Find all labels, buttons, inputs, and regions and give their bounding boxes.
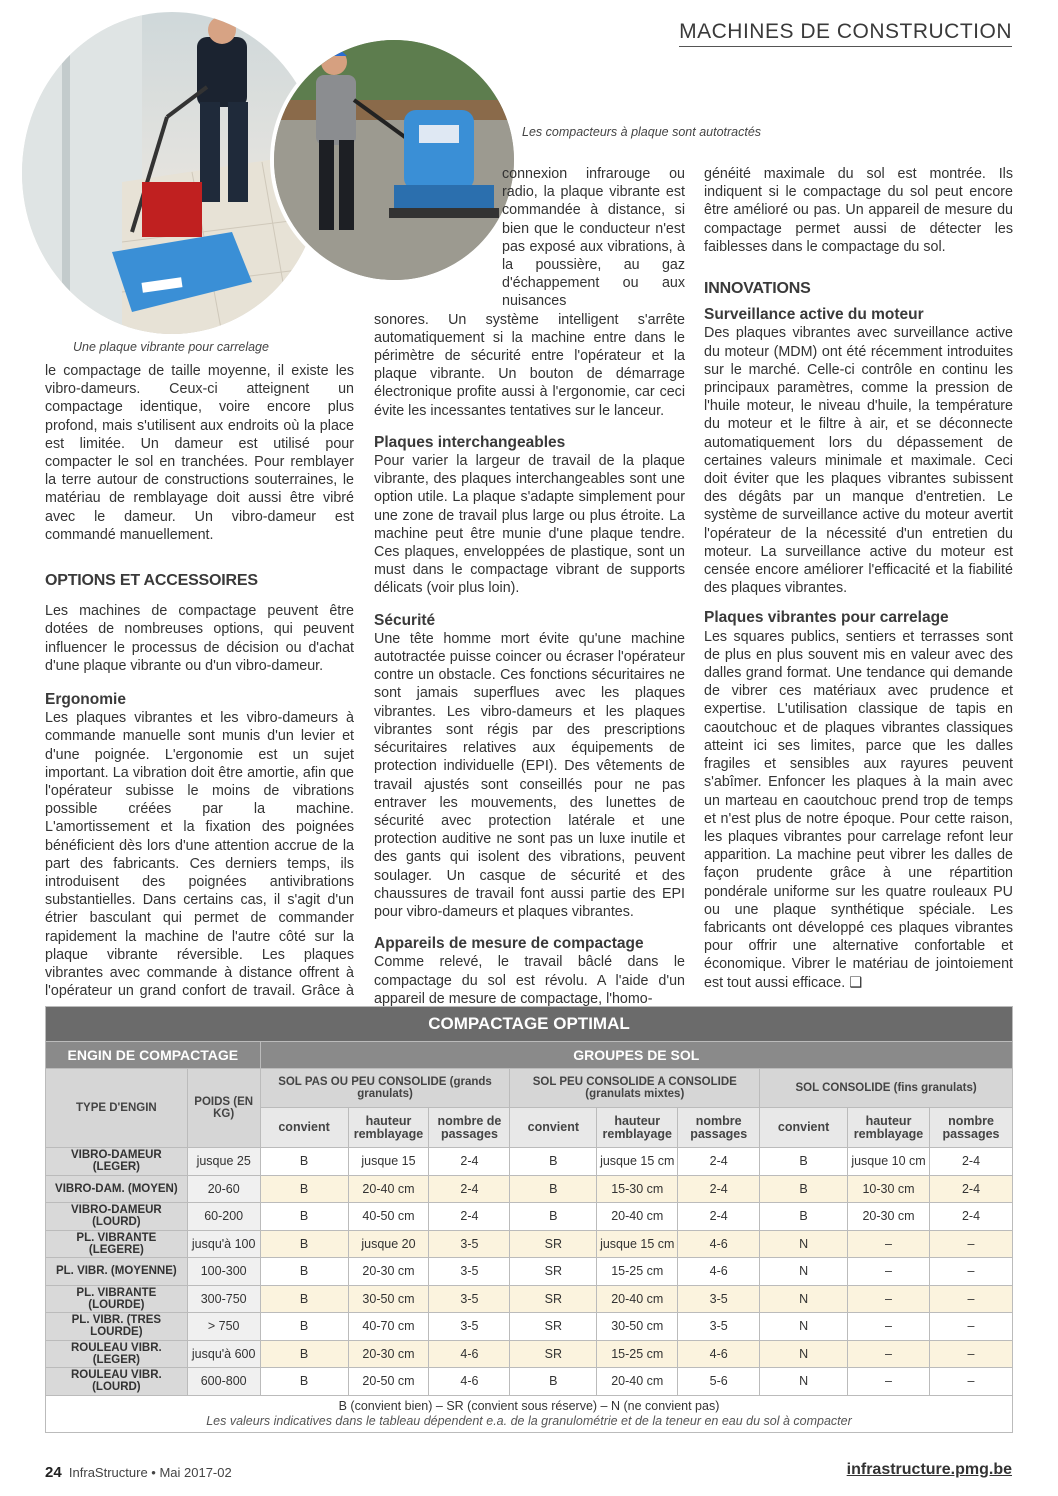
value-cell: 2-4 <box>930 1175 1013 1203</box>
value-cell: B <box>510 1148 597 1176</box>
heading-carrelage: Plaques vibrantes pour carrelage <box>704 609 949 627</box>
value-cell: SR <box>510 1313 597 1341</box>
value-cell: B <box>260 1313 348 1341</box>
value-cell: – <box>848 1230 930 1258</box>
value-cell: – <box>848 1258 930 1286</box>
value-cell: 20-40 cm <box>348 1175 429 1203</box>
value-cell: 20-40 cm <box>597 1368 678 1396</box>
weight-cell: jusqu'à 600 <box>187 1340 260 1368</box>
paragraph: Les plaques vibrantes et les vibro-dameurs à commande manuelle sont munis d'un levier et d'une poignée. L'ergonomie est un sujet important. La vibration doit être amortie, afin que l'opérateur subisse le moins de vibrations possible créées par la machine. L'amortissement et la fixation des poignées bénéficient dès lors d'une attention accrue de la part des fabricants. Ces derniers temps, ils introduisent des poignées antivibrations substantielles. Dans certains cas, il s'agit d'un étrier basculant qui permet de commander rapidement la machine de l'autre côté sur la plaque vibrante réversible. Les plaques vibrantes avec commande à distance offrent à l'opérateur un grand confort de travail. Grâce à <box>45 710 354 1000</box>
value-cell: 3-5 <box>429 1313 510 1341</box>
column-subheader: nombre passages <box>930 1108 1013 1148</box>
value-cell: 2-4 <box>930 1148 1013 1176</box>
paragraph: le compactage de taille moyenne, il existe les vibro-dameurs. Ceux-ci atteignent un compactage identique, voire encore plus profond, mais s'utilisent aux endroits où la place est limitée. Un dameur est utilisé pour compacter le sol en tranchées. Pour remblayer la terre autour de constructions souterraines, le matériau de remblayage doit aussi être vibré avec le dameur. Un vibro-dameur est commandé manuellement. <box>45 363 354 543</box>
value-cell: – <box>930 1285 1013 1313</box>
table-row <box>46 1175 1013 1203</box>
paragraph-wrapped: connexion infrarouge ou radio, la plaque vibrante est commandée à distance, si bien que le conducteur n'est pas exposé aux vibrations, à la poussière, au gaz d'échappement ou aux nuisances <box>502 166 685 310</box>
value-cell: – <box>930 1230 1013 1258</box>
engine-type-cell: PL. VIBR. (MOYENNE) <box>46 1258 188 1286</box>
value-cell: jusque 15 <box>348 1148 429 1176</box>
paragraph: Les machines de compactage peuvent être dotées de nombreuses options, qui peuvent influencer le processus de décision ou d'achat d'une plaque vibrante ou d'un vibro-dameur. <box>45 603 354 674</box>
table-row <box>46 1313 1013 1341</box>
value-cell: 2-4 <box>678 1203 760 1231</box>
end-mark-icon: ❑ <box>849 974 863 991</box>
group-header: SOL PAS OU PEU CONSOLIDE (grands granulats) <box>260 1069 510 1108</box>
column-subheader: convient <box>260 1108 348 1148</box>
value-cell: 3-5 <box>678 1313 760 1341</box>
column-2 <box>374 165 685 1008</box>
value-cell: B <box>510 1368 597 1396</box>
value-cell: B <box>260 1175 348 1203</box>
column-subheader: hauteur remblayage <box>348 1108 429 1148</box>
column-subheader: nombre de passages <box>429 1108 510 1148</box>
value-cell: 2-4 <box>678 1148 760 1176</box>
column-subheader: hauteur remblayage <box>848 1108 930 1148</box>
engine-type-cell: ROULEAU VIBR. (LEGER) <box>46 1340 188 1368</box>
engine-type-cell: ROULEAU VIBR. (LOURD) <box>46 1368 188 1396</box>
value-cell: 2-4 <box>429 1148 510 1176</box>
table-row <box>46 1285 1013 1313</box>
weight-cell: 100-300 <box>187 1258 260 1286</box>
paragraph: Des plaques vibrantes avec surveillance active du moteur (MDM) ont été récemment introduites sur le marché. Celle-ci contrôle en continu les principaux paramètres, comme la pression de l'huile moteur, le niveau d'huile, la température du moteur et le filtre à air, et se déconnecte automatiquement lors du dépassement de certaines valeurs minimale et maximale. Ceci doit éviter que les plaques vibrantes subissent des dégâts par un manque d'entretien. Le système de surveillance active du moteur avertit l'opérateur de la nécessité d'un entretien du moteur. La surveillance active du moteur est censée encore améliorer l'efficacité et la fiabilité des plaques vibrantes. <box>704 325 1013 597</box>
value-cell: B <box>260 1285 348 1313</box>
weight-cell: jusqu'à 100 <box>187 1230 260 1258</box>
weight-cell: jusque 25 <box>187 1148 260 1176</box>
value-cell: jusque 15 cm <box>597 1230 678 1258</box>
value-cell: 20-40 cm <box>597 1285 678 1313</box>
value-cell: B <box>760 1175 848 1203</box>
engin-header: ENGIN DE COMPACTAGE <box>46 1042 261 1069</box>
column-1 <box>45 362 354 1019</box>
table-row <box>46 1230 1013 1258</box>
value-cell: 3-5 <box>429 1230 510 1258</box>
engine-type-cell: PL. VIBRANTE (LEGERE) <box>46 1230 188 1258</box>
value-cell: 3-5 <box>429 1258 510 1286</box>
value-cell: 4-6 <box>678 1340 760 1368</box>
weight-cell: > 750 <box>187 1313 260 1341</box>
column-subheader: nombre passages <box>678 1108 760 1148</box>
paragraph: généité maximale du sol est montrée. Ils indiquent si le compactage du sol peut encore être amélioré ou pas. Un appareil de mesure du compactage permet aussi de détecter les faiblesses dans le compactage du sol. <box>704 166 1013 255</box>
engine-type-cell: PL. VIBR. (TRES LOURDE) <box>46 1313 188 1341</box>
table-legend: B (convient bien) – SR (convient sous réserve) – N (ne convient pas) <box>338 1398 720 1413</box>
value-cell: 40-50 cm <box>348 1203 429 1231</box>
weight-cell: 300-750 <box>187 1285 260 1313</box>
heading-options: OPTIONS ET ACCESSOIRES <box>45 572 258 590</box>
column-3 <box>704 165 1013 992</box>
paragraph: Une tête homme mort évite qu'une machine autotractée puisse coincer ou écraser l'opérateur contre un obstacle. Ces fonctions sécuritaires ne sont jamais superflues avec les plaques vibrantes. Les vibro-dameurs et les plaques vibrantes sont régis par des prescriptions sécuritaires relatives aux équipements de protection individuelle (EPI). Des vêtements de travail ajustés sont conseillés pour ne pas entraver les mouvements, des lunettes de sécurité avec protection latérale et une protection auditive ne sont pas un luxe inutile et des gants qui isolent des vibrations, peuvent soulager. Un casque de sécurité et des chaussures de travail font aussi partie des EPI pour vibro-dameurs et plaques vibrantes. <box>374 630 685 920</box>
value-cell: – <box>930 1340 1013 1368</box>
value-cell: N <box>760 1285 848 1313</box>
heading-surveillance: Surveillance active du moteur <box>704 306 924 324</box>
value-cell: 20-50 cm <box>348 1368 429 1396</box>
table-row <box>46 1148 1013 1176</box>
paragraph: Pour varier la largeur de travail de la plaque vibrante, des plaques interchangeables sont une option utile. La plaque s'adapte simplement pour une zone de travail plus large ou plus étroite. La machine peut être munie d'une plaque tendre. Ces plaques, enveloppées de plastique, sont un must dans le compactage vibrant de supports délicats (voir plus loin). <box>374 453 685 597</box>
compaction-table-grid <box>45 1006 1013 1433</box>
value-cell: B <box>260 1148 348 1176</box>
page-number: 24 <box>45 1464 62 1481</box>
value-cell: 30-50 cm <box>348 1285 429 1313</box>
publication-name: InfraStructure • Mai 2017-02 <box>68 1465 232 1480</box>
value-cell: – <box>848 1340 930 1368</box>
value-cell: 2-4 <box>678 1175 760 1203</box>
value-cell: B <box>510 1203 597 1231</box>
value-cell: 15-25 cm <box>597 1258 678 1286</box>
value-cell: – <box>930 1258 1013 1286</box>
paragraph: sonores. Un système intelligent s'arrête automatiquement si la machine entre dans le périmètre de sécurité entre l'opérateur et la plaque vibrante. Un bouton de démarrage électronique profite aussi à l'ergonomie, car ceci évite les incessantes tentatives sur le lanceur. <box>374 311 685 419</box>
value-cell: B <box>260 1258 348 1286</box>
groupes-header: GROUPES DE SOL <box>260 1042 1012 1069</box>
value-cell: 20-30 cm <box>848 1203 930 1231</box>
value-cell: 4-6 <box>678 1258 760 1286</box>
value-cell: B <box>260 1368 348 1396</box>
website-link[interactable]: infrastructure.pmg.be <box>846 1461 1012 1478</box>
caption-left: Une plaque vibrante pour carrelage <box>73 340 269 354</box>
value-cell: 30-50 cm <box>597 1313 678 1341</box>
value-cell: 10-30 cm <box>848 1175 930 1203</box>
weight-cell: 60-200 <box>187 1203 260 1231</box>
table-footer <box>46 1395 1013 1432</box>
value-cell: SR <box>510 1285 597 1313</box>
value-cell: jusque 15 cm <box>597 1148 678 1176</box>
value-cell: – <box>848 1285 930 1313</box>
value-cell: SR <box>510 1230 597 1258</box>
value-cell: B <box>760 1203 848 1231</box>
engine-type-cell: PL. VIBRANTE (LOURDE) <box>46 1285 188 1313</box>
value-cell: – <box>930 1313 1013 1341</box>
weight-cell: 20-60 <box>187 1175 260 1203</box>
paragraph: Comme relevé, le travail bâclé dans le compactage du sol est révolu. A l'aide d'un appareil de mesure de compactage, l'homo- <box>374 954 685 1007</box>
value-cell: 4-6 <box>429 1340 510 1368</box>
value-cell: 20-30 cm <box>348 1340 429 1368</box>
poids-header: POIDS (EN KG) <box>187 1069 260 1148</box>
value-cell: 15-25 cm <box>597 1340 678 1368</box>
weight-cell: 600-800 <box>187 1368 260 1396</box>
value-cell: jusque 10 cm <box>848 1148 930 1176</box>
compaction-table <box>45 1006 1013 1433</box>
column-subheader: convient <box>760 1108 848 1148</box>
value-cell: SR <box>510 1340 597 1368</box>
value-cell: N <box>760 1340 848 1368</box>
value-cell: 2-4 <box>429 1175 510 1203</box>
value-cell: N <box>760 1230 848 1258</box>
paragraph <box>704 628 1013 992</box>
heading-ergonomie: Ergonomie <box>45 691 126 709</box>
table-row <box>46 1258 1013 1286</box>
heading-plaques: Plaques interchangeables <box>374 433 566 451</box>
value-cell: N <box>760 1313 848 1341</box>
value-cell: B <box>260 1203 348 1231</box>
paragraph-text: Les squares publics, sentiers et terrasses sont de plus en plus souvent mis en valeur avec des dalles grand format. Une tendance qui demande de vibrer ces matériaux avec prudence et expertise. L'utilisation classique de tapis en caoutchouc et de plaques vibrantes classiques atteint ici ses limites, parce que les dalles fragiles et sensibles aux rayures peuvent s'abîmer. Enfoncer les plaques à la main avec un marteau en caoutchouc prend trop de temps et n'est plus de notre époque. Pour cette raison, les plaques vibrantes pour carrelage refont leur apparition. La machine peut vibrer les dalles de façon prudente grâce à une répartition pondérale uniforme sur les quatre rouleaux PU ou une plaque synthétique spéciale. Les fabricants ont développé ces plaques vibrantes pour offrir une alternative confortable et économique. Vibrer le matériau de jointoiement est tout aussi efficace. <box>704 628 1013 991</box>
value-cell: 3-5 <box>678 1285 760 1313</box>
value-cell: 20-30 cm <box>348 1258 429 1286</box>
heading-innovations: INNOVATIONS <box>704 280 811 298</box>
engine-type-cell: VIBRO-DAMEUR (LEGER) <box>46 1148 188 1176</box>
value-cell: 2-4 <box>429 1203 510 1231</box>
engine-type-cell: VIBRO-DAMEUR (LOURD) <box>46 1203 188 1231</box>
value-cell: 4-6 <box>429 1368 510 1396</box>
footer-left <box>45 1464 232 1481</box>
value-cell: – <box>848 1313 930 1341</box>
heading-appareils: Appareils de mesure de compactage <box>374 935 644 953</box>
heading-securite: Sécurité <box>374 611 436 629</box>
type-header: TYPE D'ENGIN <box>46 1069 188 1148</box>
value-cell: 15-30 cm <box>597 1175 678 1203</box>
table-row <box>46 1340 1013 1368</box>
column-subheader: convient <box>510 1108 597 1148</box>
value-cell: SR <box>510 1258 597 1286</box>
value-cell: 2-4 <box>930 1203 1013 1231</box>
table-note: Les valeurs indicatives dans le tableau dépendent e.a. de la granulométrie et de la teneur en eau du sol à compacter <box>206 1413 852 1428</box>
caption-right: Les compacteurs à plaque sont autotractés <box>522 125 762 139</box>
value-cell: 4-6 <box>678 1230 760 1258</box>
table-title: COMPACTAGE OPTIMAL <box>46 1007 1013 1042</box>
value-cell: jusque 20 <box>348 1230 429 1258</box>
value-cell: B <box>260 1230 348 1258</box>
table-row <box>46 1368 1013 1396</box>
value-cell: B <box>760 1148 848 1176</box>
section-title: MACHINES DE CONSTRUCTION <box>679 20 1012 47</box>
value-cell: 20-40 cm <box>597 1203 678 1231</box>
value-cell: N <box>760 1368 848 1396</box>
value-cell: B <box>510 1175 597 1203</box>
column-subheader: hauteur remblayage <box>597 1108 678 1148</box>
group-header: SOL CONSOLIDE (fins granulats) <box>760 1069 1013 1108</box>
table-row <box>46 1203 1013 1231</box>
value-cell: 3-5 <box>429 1285 510 1313</box>
value-cell: 40-70 cm <box>348 1313 429 1341</box>
value-cell: 5-6 <box>678 1368 760 1396</box>
value-cell: N <box>760 1258 848 1286</box>
value-cell: – <box>848 1368 930 1396</box>
value-cell: – <box>930 1368 1013 1396</box>
value-cell: B <box>260 1340 348 1368</box>
group-header: SOL PEU CONSOLIDE A CONSOLIDE (granulats mixtes) <box>510 1069 760 1108</box>
engine-type-cell: VIBRO-DAM. (MOYEN) <box>46 1175 188 1203</box>
